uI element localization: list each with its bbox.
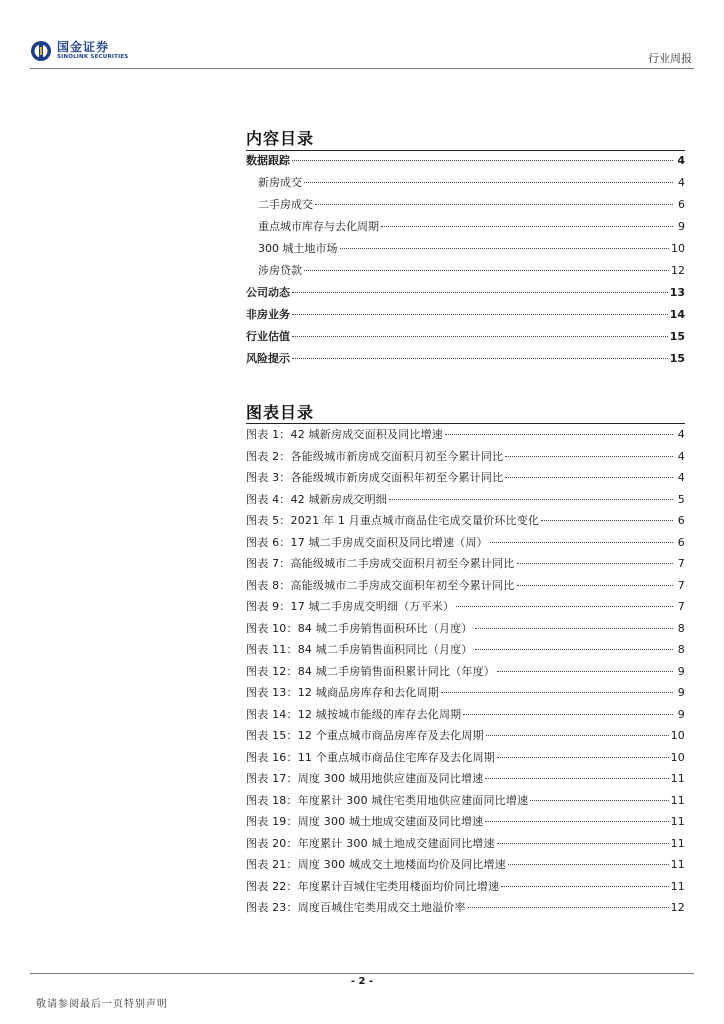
leader-dots [497,843,669,844]
figure-entry-page: 7 [677,600,685,613]
toc-title: 内容目录 [246,129,315,148]
footer-divider [30,973,694,974]
figure-entry-label: 图表 15：12 个重点城市商品房库存及去化周期 [246,729,484,742]
logo-chinese-name: 国金证券 [57,40,110,54]
leader-dots [340,248,670,249]
toc-entry-page: 10 [671,242,685,255]
toc-entry[interactable] [246,306,685,328]
figure-entry[interactable] [246,813,685,835]
leader-dots [497,757,669,758]
toc-entry[interactable] [246,196,685,218]
figure-entry-label: 图表 20：年度累计 300 城土地成交建面同比增速 [246,836,495,850]
disclaimer-text: 敬请参阅最后一页特别声明 [36,999,168,1010]
figure-entry-page: 9 [677,664,685,678]
leader-dots [292,336,668,337]
figure-entry-page: 11 [670,858,685,871]
toc-entry-page: 14 [669,308,685,321]
figure-entry-page: 6 [677,514,685,527]
leader-dots [485,778,668,779]
toc-entry[interactable] [246,174,685,196]
leader-dots [292,160,673,161]
toc-entry[interactable] [246,262,685,284]
page-header [0,0,724,72]
leader-dots [315,204,673,205]
leader-dots [505,456,673,457]
figure-entry-label: 图表 11：84 城二手房销售面积同比（月度） [246,643,473,656]
figure-entry[interactable] [246,727,685,749]
figure-entry[interactable] [246,770,685,792]
toc-entry-page: 4 [677,154,685,167]
figure-entry-label: 图表 7：高能级城市二手房成交面积月初至今累计同比 [246,557,515,570]
toc-entry-label: 新房成交 [258,176,302,189]
figure-entry[interactable] [246,663,685,685]
figure-entry-page: 6 [677,535,685,549]
toc-entry-page: 6 [678,198,685,211]
figure-entry-label: 图表 23：周度百城住宅类用成交土地溢价率 [246,901,466,914]
toc-entry-label: 二手房成交 [258,198,313,211]
lot-title-divider [246,423,685,424]
leader-dots [445,434,673,435]
figure-entry-label: 图表 10：84 城二手房销售面积环比（月度） [246,621,473,635]
leader-dots [292,358,668,359]
figure-entry-page: 9 [677,686,685,699]
toc-entry-label: 行业估值 [246,330,290,343]
toc-entry[interactable] [246,328,685,350]
toc-entry-page: 13 [669,286,685,299]
figure-entry-label: 图表 22：年度累计百城住宅类用楼面均价同比增速 [246,879,500,893]
leader-dots [517,585,674,586]
toc-entry-label: 风险提示 [246,352,290,365]
header-divider [30,68,694,69]
figure-entry-page: 7 [677,557,685,570]
toc-entry[interactable] [246,152,685,174]
leader-dots [304,270,669,271]
figure-entry-page: 11 [670,836,685,850]
toc-entry-label: 公司动态 [246,286,290,299]
figure-entry[interactable] [246,856,685,878]
toc-entry-page: 4 [678,176,685,189]
figure-entry-page: 9 [677,707,685,721]
figure-entry[interactable] [246,792,685,814]
toc-entry-label: 重点城市库存与去化周期 [258,220,379,233]
figure-entry-page: 12 [670,901,685,914]
figure-entry-label: 图表 3：各能级城市新房成交面积年初至今累计同比 [246,471,504,484]
figure-entry[interactable] [246,512,685,534]
leader-dots [292,314,668,315]
figure-entry[interactable] [246,899,685,921]
leader-dots [381,226,673,227]
toc-entry-page: 12 [671,264,685,277]
toc-entry[interactable] [246,350,685,372]
figure-entry-page: 7 [677,578,685,592]
figure-entry-page: 8 [677,621,685,635]
figure-entry[interactable] [246,469,685,491]
figure-entry-label: 图表 21：周度 300 城成交土地楼面均价及同比增速 [246,858,506,871]
figure-entry[interactable] [246,598,685,620]
leader-dots [490,542,673,543]
leader-dots [468,907,669,908]
figure-entry-label: 图表 19：周度 300 城土地成交建面及同比增速 [246,815,484,828]
figure-entry-label: 图表 9：17 城二手房成交明细（万平米） [246,600,455,613]
figure-entry-label: 图表 12：84 城二手房销售面积累计同比（年度） [246,664,495,678]
figure-entry-label: 图表 8：高能级城市二手房成交面积年初至今累计同比 [246,578,515,592]
figure-entry-page: 4 [677,428,685,441]
leader-dots [517,563,674,564]
leader-dots [530,800,668,801]
figure-entry-page: 5 [677,492,685,506]
figure-entry[interactable] [246,426,685,448]
figure-entry-page: 10 [670,729,685,742]
toc-entry[interactable] [246,218,685,240]
figure-entry-label: 图表 17：周度 300 城用地供应建面及同比增速 [246,772,484,785]
toc-entry-page: 15 [669,352,685,365]
toc-entry-label: 涉房贷款 [258,264,302,277]
leader-dots [292,292,668,293]
leader-dots [475,628,673,629]
leader-dots [541,520,673,521]
figure-entry-label: 图表 5：2021 年 1 月重点城市商品住宅成交量价环比变化 [246,514,540,527]
toc-title-divider [246,150,685,151]
figure-entry-page: 11 [670,815,685,828]
leader-dots [486,735,669,736]
leader-dots [475,649,673,650]
toc-entry-label: 非房业务 [246,308,290,321]
toc-entry-label: 300 城土地市场 [258,242,338,255]
figure-entry[interactable] [246,835,685,857]
lot-title: 图表目录 [246,403,315,422]
sinolink-logo-icon [30,40,52,62]
table-of-contents [246,152,685,372]
figure-entry-label: 图表 14：12 城按城市能级的库存去化周期 [246,707,462,721]
figure-entry-page: 10 [670,750,685,764]
leader-dots [463,714,673,715]
figure-entry-label: 图表 1：42 城新房成交面积及同比增速 [246,428,443,441]
figure-entry-label: 图表 18：年度累计 300 城住宅类用地供应建面同比增速 [246,793,529,807]
figure-entry[interactable] [246,620,685,642]
list-of-figures [246,426,685,921]
figure-entry[interactable] [246,577,685,599]
figure-entry-page: 11 [670,772,685,785]
leader-dots [505,477,673,478]
leader-dots [389,499,673,500]
figure-entry-label: 图表 13：12 城商品房库存和去化周期 [246,686,439,699]
figure-entry[interactable] [246,641,685,663]
leader-dots [304,182,673,183]
figure-entry-page: 4 [677,449,685,463]
brand-logo [30,40,128,62]
figure-entry[interactable] [246,684,685,706]
leader-dots [485,821,668,822]
toc-entry-page: 9 [678,220,685,233]
figure-entry[interactable] [246,448,685,470]
figure-entry[interactable] [246,534,685,556]
leader-dots [456,606,673,607]
logo-english-name: SINOLINK SECURITIES [57,54,129,60]
toc-entry-label: 数据跟踪 [246,154,290,167]
toc-entry[interactable] [246,284,685,306]
figure-entry-label: 图表 4：42 城新房成交明细 [246,492,387,506]
leader-dots [441,692,673,693]
figure-entry-page: 11 [670,879,685,893]
document-type: 行业周报 [648,52,692,65]
figure-entry-page: 4 [677,471,685,484]
page-number: - 2 - [350,976,374,987]
leader-dots [497,671,673,672]
figure-entry[interactable] [246,749,685,771]
figure-entry[interactable] [246,706,685,728]
leader-dots [508,864,669,865]
toc-entry-page: 15 [669,330,685,343]
figure-entry[interactable] [246,491,685,513]
figure-entry-label: 图表 6：17 城二手房成交面积及同比增速（周） [246,535,488,549]
figure-entry-page: 11 [670,793,685,807]
figure-entry[interactable] [246,878,685,900]
toc-entry[interactable] [246,240,685,262]
figure-entry-label: 图表 16：11 个重点城市商品住宅库存及去化周期 [246,750,495,764]
leader-dots [501,886,668,887]
figure-entry-page: 8 [677,643,685,656]
figure-entry-label: 图表 2：各能级城市新房成交面积月初至今累计同比 [246,449,504,463]
figure-entry[interactable] [246,555,685,577]
